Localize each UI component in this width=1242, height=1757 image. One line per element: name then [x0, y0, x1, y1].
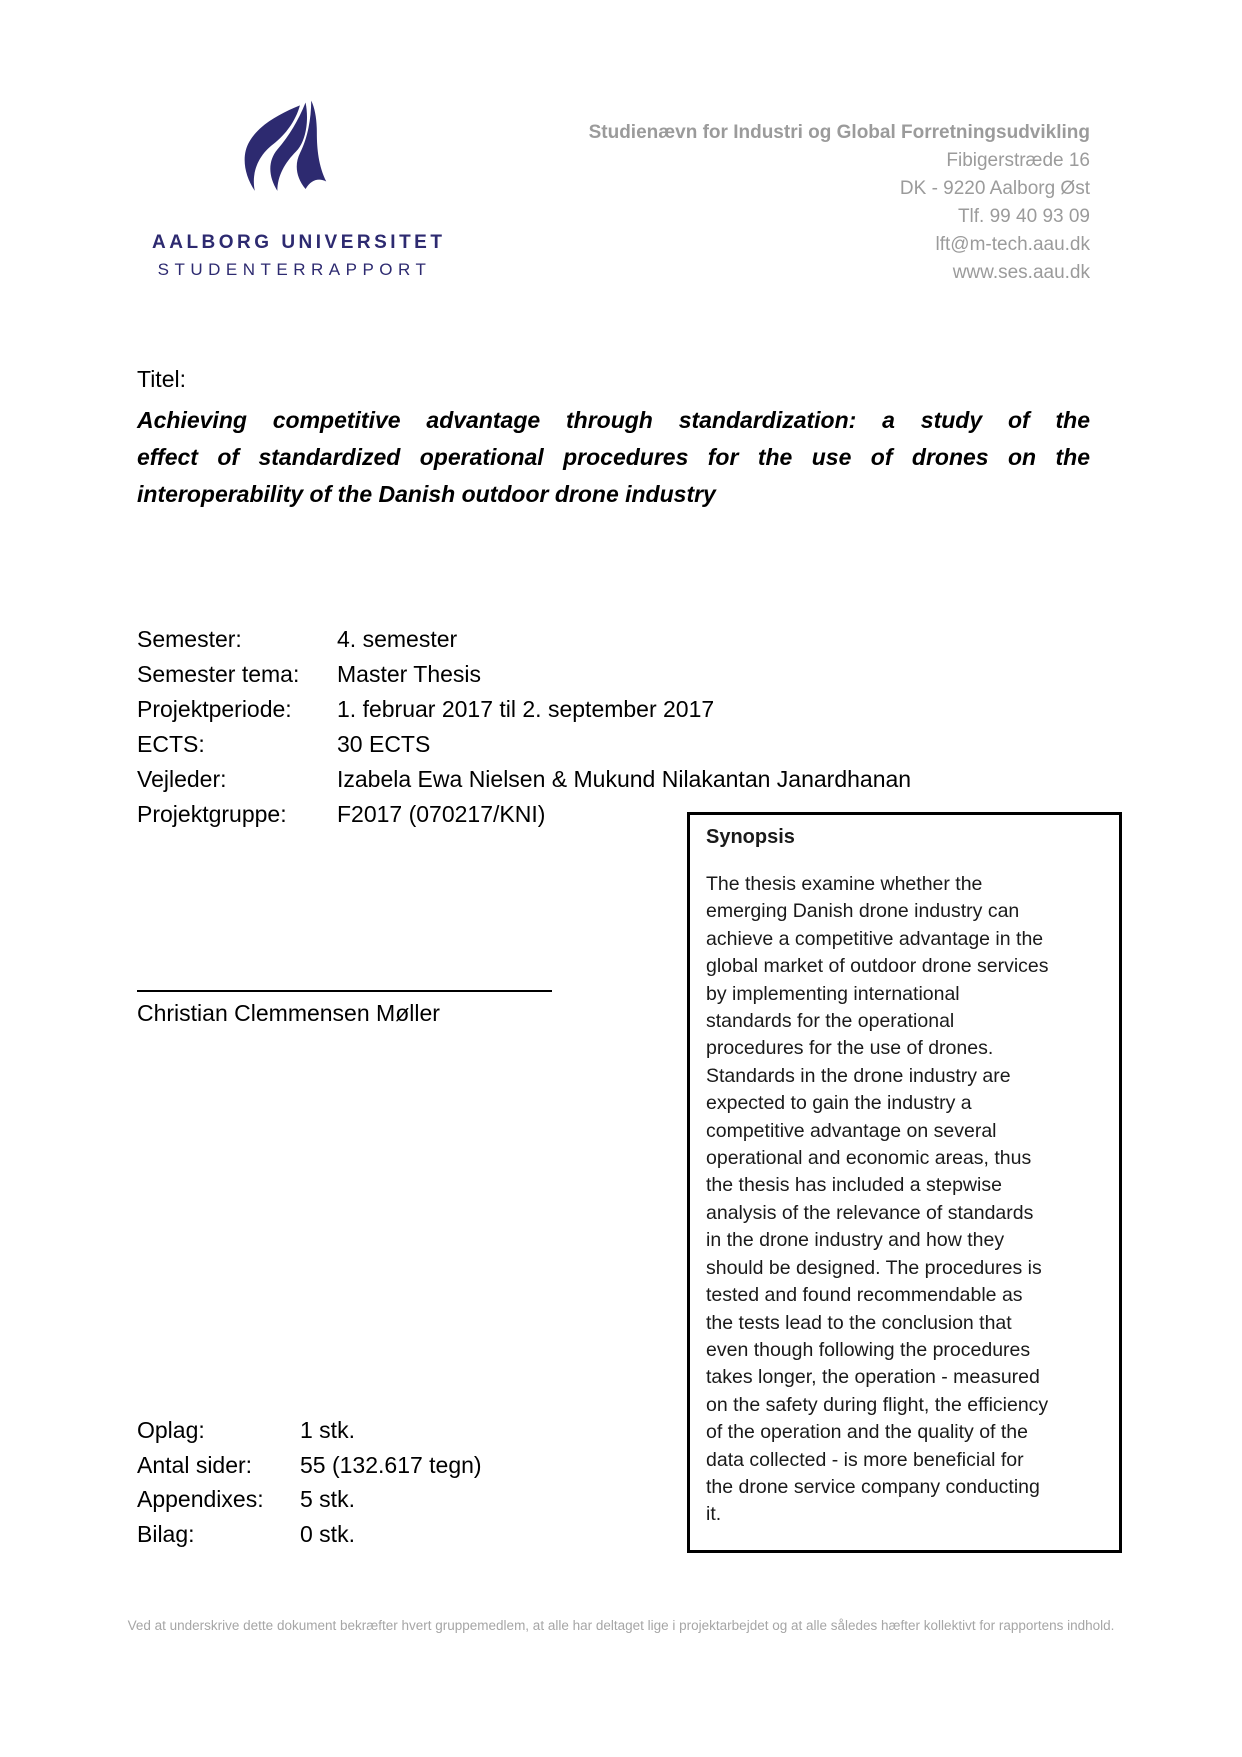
synopsis-text-line: operational and economic areas, thus — [706, 1147, 1032, 1170]
print-info-value: 0 stk. — [300, 1520, 355, 1547]
project-info-label: Semester: — [137, 626, 242, 652]
synopsis-text-line: of the operation and the quality of the — [706, 1421, 1028, 1444]
synopsis-text-line: expected to gain the industry a — [706, 1092, 972, 1115]
contact-phone: Tlf. 99 40 93 09 — [957, 206, 1090, 227]
synopsis-text-line: competitive advantage on several — [706, 1119, 997, 1142]
project-info-table — [137, 622, 911, 832]
logo-report-type: STUDENTERRAPPORT — [157, 260, 432, 279]
print-info-row — [137, 1482, 482, 1517]
logo-university-name: AALBORG UNIVERSITET — [152, 232, 446, 253]
synopsis-text-line: emerging Danish drone industry can — [706, 900, 1020, 923]
synopsis-text-line: Standards in the drone industry are — [706, 1064, 1011, 1087]
print-info-label: Oplag: — [137, 1417, 205, 1443]
contact-city: DK - 9220 Aalborg Øst — [899, 178, 1090, 199]
department-contact-block — [589, 119, 1090, 287]
title-section — [137, 366, 1090, 513]
synopsis-text-line: it. — [706, 1503, 722, 1526]
synopsis-text-line: data collected - is more beneficial for — [706, 1448, 1024, 1471]
title-label: Titel: — [137, 366, 186, 392]
synopsis-text-line: achieve a competitive advantage in the — [706, 927, 1044, 950]
project-info-value: 30 ECTS — [337, 731, 431, 757]
contact-department: Studienævn for Industri og Global Forretningsudvikling — [588, 122, 1090, 143]
project-info-label: Projektgruppe: — [137, 801, 287, 827]
thesis-title-line: effect of standardized operational procedures for the use of drones on the — [137, 444, 1090, 470]
project-info-row — [137, 692, 911, 727]
thesis-title-line: Achieving competitive advantage through standardization: a study of the — [137, 407, 1090, 433]
project-info-value: Master Thesis — [337, 661, 482, 687]
print-info-label: Antal sider: — [137, 1451, 253, 1478]
synopsis-text — [706, 871, 1103, 1529]
project-info-label: Projektperiode: — [137, 696, 292, 722]
synopsis-text-line: procedures for the use of drones. — [706, 1037, 994, 1060]
project-info-label: Semester tema: — [137, 661, 300, 687]
print-info-value: 1 stk. — [300, 1417, 355, 1443]
signature-line — [137, 964, 552, 992]
print-info-row — [137, 1517, 482, 1552]
contact-street: Fibigerstræde 16 — [946, 150, 1090, 171]
print-info-label: Appendixes: — [137, 1486, 264, 1512]
print-info-row — [137, 1413, 482, 1448]
contact-email: lft@m-tech.aau.dk — [935, 234, 1090, 255]
project-info-row — [137, 762, 911, 797]
synopsis-text-line: even though following the procedures — [706, 1338, 1031, 1361]
project-info-value: 1. februar 2017 til 2. september 2017 — [337, 696, 715, 722]
thesis-title — [137, 402, 1090, 513]
project-info-row — [137, 657, 911, 692]
university-logo — [152, 100, 446, 280]
synopsis-heading: Synopsis — [706, 826, 795, 848]
thesis-title-line: interoperability of the Danish outdoor drone industry — [137, 481, 716, 507]
project-info-value: 4. semester — [337, 626, 458, 652]
print-info-value: 5 stk. — [300, 1486, 355, 1512]
project-info-value: Izabela Ewa Nielsen & Mukund Nilakantan Janardhanan — [337, 766, 912, 792]
print-info-table — [137, 1413, 482, 1551]
synopsis-text-line: by implementing international — [706, 982, 960, 1005]
project-info-label: ECTS: — [137, 731, 205, 757]
aau-swoosh-icon — [236, 100, 330, 200]
synopsis-text-line: global market of outdoor drone services — [706, 955, 1049, 978]
synopsis-text-line: standards for the operational — [706, 1010, 955, 1033]
synopsis-text-line: on the safety during flight, the efficiency — [706, 1393, 1049, 1416]
signature-block — [137, 964, 552, 1027]
signature-name: Christian Clemmensen Møller — [137, 1000, 440, 1026]
project-info-row — [137, 727, 911, 762]
print-info-label: Bilag: — [137, 1520, 195, 1547]
print-info-row — [137, 1448, 482, 1483]
project-info-row — [137, 622, 911, 657]
synopsis-text-line: the thesis has included a stepwise — [706, 1174, 1002, 1197]
synopsis-text-line: should be designed. The procedures is — [706, 1256, 1042, 1279]
synopsis-text-line: The thesis examine whether the — [706, 873, 983, 895]
synopsis-text-line: tested and found recommendable as — [706, 1284, 1023, 1307]
synopsis-text-line: in the drone industry and how they — [706, 1229, 1005, 1252]
contact-website: www.ses.aau.dk — [952, 262, 1090, 283]
synopsis-text-line: analysis of the relevance of standards — [706, 1201, 1034, 1224]
synopsis-text-line: the drone service company conducting — [706, 1475, 1040, 1498]
project-info-value: F2017 (070217/KNI) — [337, 801, 546, 827]
print-info-value: 55 (132.617 tegn) — [300, 1451, 482, 1478]
synopsis-box — [687, 812, 1122, 1553]
synopsis-text-line: takes longer, the operation - measured — [706, 1366, 1040, 1389]
footer-declaration: Ved at underskrive dette dokument bekræfter hvert gruppemedlem, at alle har deltaget lige i projektarbejdet og at alle således hæfter kollektivt for rapportens indhold. — [127, 1618, 1115, 1633]
synopsis-text-line: the tests lead to the conclusion that — [706, 1311, 1012, 1334]
project-info-label: Vejleder: — [137, 766, 227, 792]
